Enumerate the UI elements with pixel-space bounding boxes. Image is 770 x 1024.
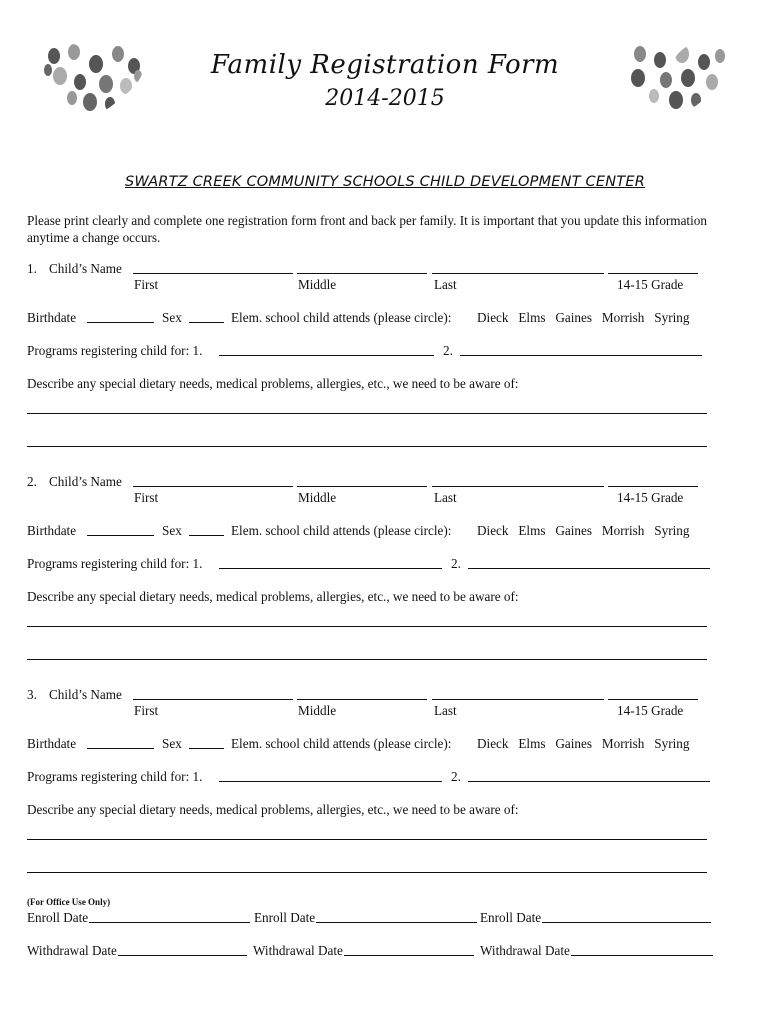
- programs-label: Programs registering child for: 1.: [27, 556, 203, 571]
- enroll-date-field[interactable]: [316, 922, 477, 923]
- birthdate-field[interactable]: [87, 322, 154, 323]
- withdrawal-date-label: Withdrawal Date: [480, 943, 570, 958]
- elem-school-label: Elem. school child attends (please circle):: [231, 523, 452, 538]
- school-options[interactable]: Dieck Elms Gaines Morrish Syring: [477, 736, 690, 751]
- special-needs-line-1[interactable]: [27, 413, 707, 414]
- birthdate-field[interactable]: [87, 748, 154, 749]
- child-number: 2.: [27, 474, 37, 489]
- withdrawal-date-field[interactable]: [344, 955, 474, 956]
- middle-label: Middle: [298, 703, 337, 718]
- special-needs-line-1[interactable]: [27, 839, 707, 840]
- special-needs-label: Describe any special dietary needs, medical problems, allergies, etc., we need to be aware of:: [27, 802, 519, 817]
- program-2-label: 2.: [451, 556, 461, 571]
- middle-label: Middle: [298, 277, 337, 292]
- special-needs-label: Describe any special dietary needs, medical problems, allergies, etc., we need to be aware of:: [27, 589, 519, 604]
- enroll-date-label: Enroll Date: [254, 910, 316, 925]
- withdrawal-date-label: Withdrawal Date: [27, 943, 117, 958]
- withdrawal-date-field[interactable]: [118, 955, 247, 956]
- sex-field[interactable]: [189, 322, 224, 323]
- last-label: Last: [434, 277, 457, 292]
- form-year: 2014-2015: [325, 86, 445, 111]
- child-number: 1.: [27, 261, 37, 276]
- enroll-date-label: Enroll Date: [480, 910, 542, 925]
- last-label: Last: [434, 703, 457, 718]
- intro-text: Please print clearly and complete one registration form front and back per family. It is important that you update this information anytime a change occurs.: [27, 213, 707, 245]
- child-name-label: Child’s Name: [49, 261, 122, 276]
- birthdate-label: Birthdate: [27, 736, 77, 751]
- child-name-label: Child’s Name: [49, 474, 122, 489]
- grade-field[interactable]: [608, 699, 698, 700]
- sex-label: Sex: [162, 736, 182, 751]
- program-2-field[interactable]: [468, 568, 710, 569]
- elem-school-label: Elem. school child attends (please circle):: [231, 736, 452, 751]
- first-name-field[interactable]: [133, 273, 293, 274]
- special-needs-label: Describe any special dietary needs, medical problems, allergies, etc., we need to be aware of:: [27, 376, 519, 391]
- grade-label: 14-15 Grade: [617, 277, 684, 292]
- middle-name-field[interactable]: [297, 486, 427, 487]
- first-name-field[interactable]: [133, 486, 293, 487]
- school-options[interactable]: Dieck Elms Gaines Morrish Syring: [477, 310, 690, 325]
- grade-label: 14-15 Grade: [617, 703, 684, 718]
- grade-field[interactable]: [608, 273, 698, 274]
- program-1-field[interactable]: [219, 355, 434, 356]
- program-1-field[interactable]: [219, 568, 442, 569]
- sex-field[interactable]: [189, 748, 224, 749]
- first-label: First: [134, 277, 159, 292]
- program-1-field[interactable]: [219, 781, 442, 782]
- elem-school-label: Elem. school child attends (please circle):: [231, 310, 452, 325]
- program-2-label: 2.: [451, 769, 461, 784]
- grade-label: 14-15 Grade: [617, 490, 684, 505]
- grade-field[interactable]: [608, 486, 698, 487]
- sex-label: Sex: [162, 310, 182, 325]
- special-needs-line-2[interactable]: [27, 446, 707, 447]
- enroll-date-field[interactable]: [89, 922, 250, 923]
- birthdate-label: Birthdate: [27, 523, 77, 538]
- programs-label: Programs registering child for: 1.: [27, 343, 203, 358]
- program-2-label: 2.: [443, 343, 453, 358]
- middle-label: Middle: [298, 490, 337, 505]
- special-needs-line-2[interactable]: [27, 872, 707, 873]
- withdrawal-date-label: Withdrawal Date: [253, 943, 343, 958]
- program-2-field[interactable]: [460, 355, 702, 356]
- program-2-field[interactable]: [468, 781, 710, 782]
- special-needs-line-1[interactable]: [27, 626, 707, 627]
- programs-label: Programs registering child for: 1.: [27, 769, 203, 784]
- withdrawal-date-field[interactable]: [571, 955, 713, 956]
- sex-field[interactable]: [189, 535, 224, 536]
- special-needs-line-2[interactable]: [27, 659, 707, 660]
- last-name-field[interactable]: [432, 486, 604, 487]
- middle-name-field[interactable]: [297, 273, 427, 274]
- school-options[interactable]: Dieck Elms Gaines Morrish Syring: [477, 523, 690, 538]
- form-title: Family Registration Form: [210, 50, 560, 80]
- office-use-heading: (For Office Use Only): [27, 897, 111, 907]
- enroll-date-label: Enroll Date: [27, 910, 89, 925]
- birthdate-field[interactable]: [87, 535, 154, 536]
- sex-label: Sex: [162, 523, 182, 538]
- child-number: 3.: [27, 687, 37, 702]
- middle-name-field[interactable]: [297, 699, 427, 700]
- first-label: First: [134, 490, 159, 505]
- last-name-field[interactable]: [432, 273, 604, 274]
- last-name-field[interactable]: [432, 699, 604, 700]
- child-name-label: Child’s Name: [49, 687, 122, 702]
- center-name: SWARTZ CREEK COMMUNITY SCHOOLS CHILD DEVELOPMENT CENTER: [125, 174, 645, 190]
- first-name-field[interactable]: [133, 699, 293, 700]
- birthdate-label: Birthdate: [27, 310, 77, 325]
- first-label: First: [134, 703, 159, 718]
- last-label: Last: [434, 490, 457, 505]
- enroll-date-field[interactable]: [542, 922, 711, 923]
